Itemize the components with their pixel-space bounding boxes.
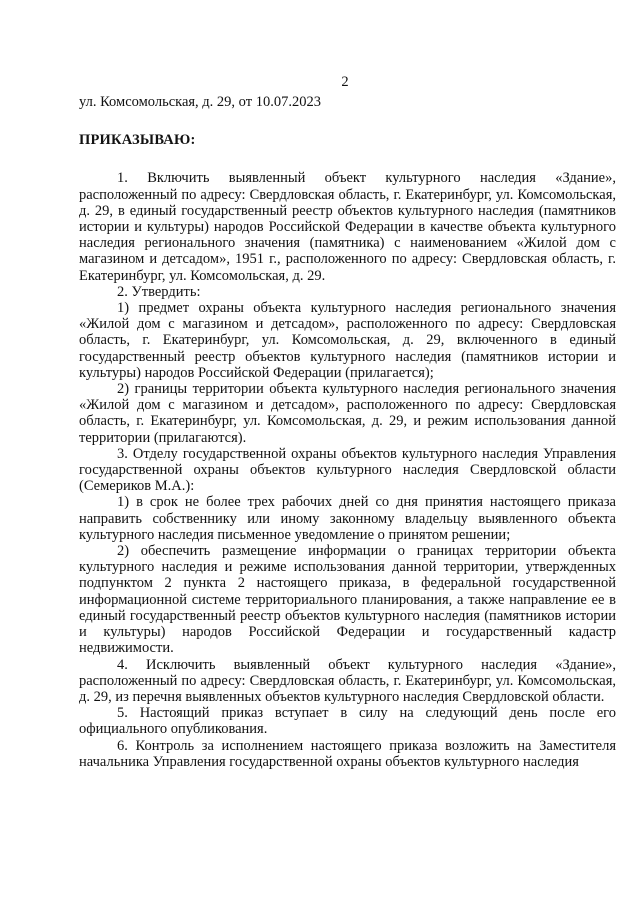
paragraph-item-2: 2. Утвердить: bbox=[117, 283, 201, 300]
page-number: 2 bbox=[341, 74, 349, 90]
address-line: ул. Комсомольская, д. 29, от 10.07.2023 bbox=[79, 94, 321, 110]
document-body bbox=[79, 94, 616, 770]
paragraph-item-3-1: 1) в срок не более трех рабочих дней со дня принятия настоящего приказа направить собственнику или иному законному владельцу выявленного объекта культурного наследия письменное уведомление о принятом решении; bbox=[79, 494, 616, 543]
paragraph-item-5: 5. Настоящий приказ вступает в силу на следующий день после его официального опубликования. bbox=[79, 705, 616, 738]
paragraph-item-1: 1. Включить выявленный объект культурного наследия «Здание», расположенный по адресу: Свердловская область, г. Екатеринбург, ул. Комсомольская, д. 29, в единый государственный реестр объектов культурного наследия (памятников истории и культуры) народов Российской Федерации в качестве объекта культурного наследия регионального значения (памятника) с наименованием «Жилой дом с магазином и детсадом», 1951 г., расположенного по адресу: Свердловская область, г. Екатеринбург, ул. Комсомольская, д. 29. bbox=[79, 170, 616, 284]
paragraph-item-2-2: 2) границы территории объекта культурного наследия регионального значения «Жилой дом с магазином и детсадом», расположенного по адресу: Свердловская область, г. Екатеринбург, ул. Комсомольская, д. 29, и режим использования данной территории (прилагаются). bbox=[79, 381, 616, 446]
paragraph-item-4: 4. Исключить выявленный объект культурного наследия «Здание», расположенный по адресу: Свердловская область, г. Екатеринбург, ул. Комсомольская, д. 29, из перечня выявленных объектов культурного наследия Свердловской области. bbox=[79, 656, 616, 705]
paragraph-item-3-2: 2) обеспечить размещение информации о границах территории объекта культурного наследия и режиме использования данной территории, утвержденных подпунктом 2 пункта 2 настоящего приказа, в федеральной государственной информационной системе территориального планирования, а также направление ее в единый государственный реестр объектов культурного наследия (памятников истории и культуры) народов Российской Федерации и государственный кадастр недвижимости. bbox=[79, 543, 616, 657]
paragraph-item-2-1: 1) предмет охраны объекта культурного наследия регионального значения «Жилой дом с магазином и детсадом», расположенного по адресу: Свердловская область, г. Екатеринбург, ул. Комсомольская, д. 29, включенного в единый государственный реестр объектов культурного наследия (памятников истории и культуры) народов Российской Федерации (прилагается); bbox=[79, 300, 616, 381]
paragraph-item-3: 3. Отделу государственной охраны объектов культурного наследия Управления государственной охраны объектов культурного наследия Свердловской области (Семериков М.А.): bbox=[79, 445, 616, 495]
paragraph-item-6: 6. Контроль за исполнением настоящего приказа возложить на Заместителя начальника Управления государственной охраны объектов культурного наследия bbox=[79, 737, 616, 770]
order-heading: ПРИКАЗЫВАЮ: bbox=[79, 132, 196, 149]
